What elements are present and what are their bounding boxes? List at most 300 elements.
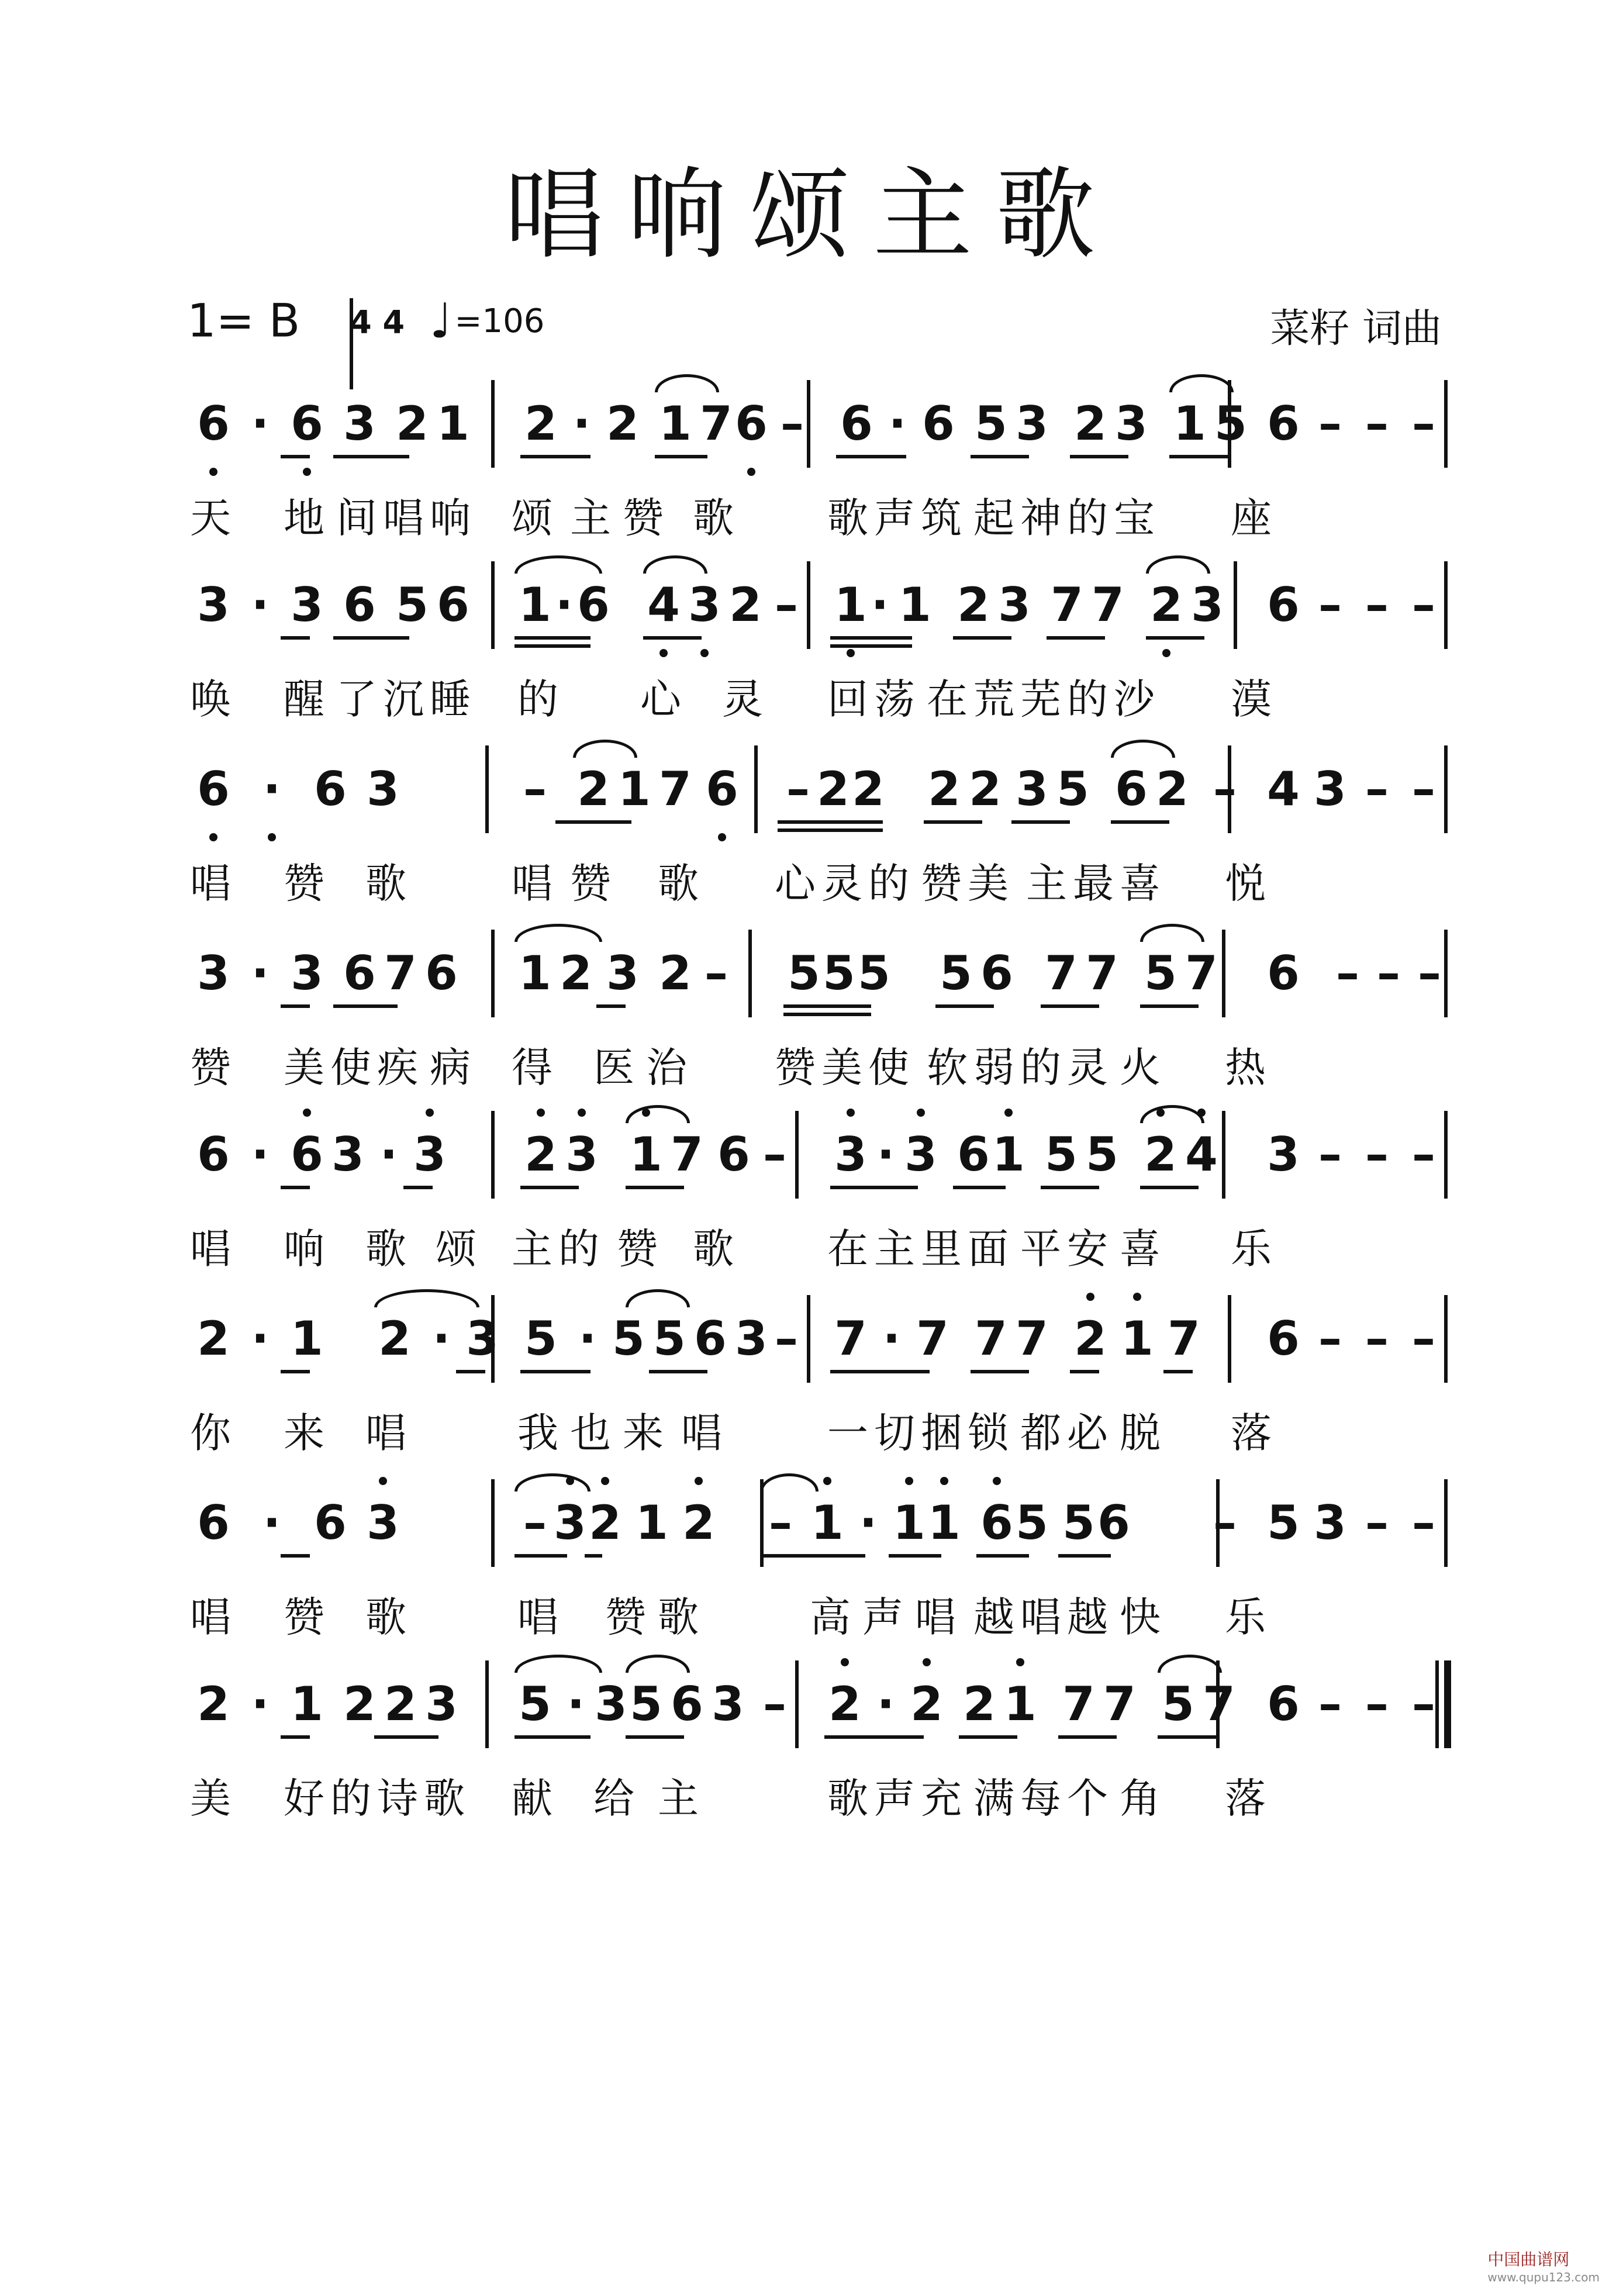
note: 7 — [1045, 946, 1078, 1000]
note: 7 — [1092, 578, 1124, 632]
slur-arc — [626, 1289, 690, 1307]
slur-arc — [514, 924, 602, 942]
lyric-syllable: 醒 — [284, 675, 324, 723]
duration-underline — [281, 1735, 310, 1739]
lyric-syllable: 火 — [1120, 1044, 1161, 1092]
lyric-syllable: 乐 — [1225, 1593, 1266, 1641]
lyric-syllable: 唤 — [190, 675, 231, 723]
dash-sustain: – — [1418, 946, 1441, 1000]
note: 2 — [963, 1677, 996, 1731]
lyric-syllable: 心 — [775, 859, 816, 907]
dash-sustain: – — [523, 762, 547, 816]
note: 6 — [980, 1496, 1013, 1550]
note: 4 — [647, 578, 680, 632]
slur-arc — [1140, 924, 1204, 942]
lyrics-line — [170, 1216, 1514, 1275]
octave-dot-below — [700, 649, 709, 657]
note: 3 — [466, 1311, 499, 1366]
lyric-syllable: 安 — [1067, 1225, 1108, 1273]
lyric-syllable: 来 — [284, 1409, 324, 1457]
lyric-syllable: 主 — [570, 494, 611, 542]
lyric-syllable: 美 — [968, 859, 1009, 907]
lyric-syllable: 你 — [190, 1409, 231, 1457]
duration-underline — [1058, 1735, 1117, 1739]
duration-underline — [456, 1370, 485, 1373]
note: 1 — [618, 762, 651, 816]
note: 2 — [197, 1311, 230, 1366]
note: 2 — [1150, 578, 1183, 632]
augmentation-dot: · — [251, 1127, 270, 1182]
dash-sustain: – — [786, 762, 810, 816]
barline — [795, 1111, 799, 1199]
duration-underline — [935, 1004, 994, 1008]
dash-sustain: – — [1412, 1496, 1435, 1550]
duration-underline — [830, 636, 912, 640]
score-line — [0, 1655, 1623, 1836]
note: 3 — [1016, 396, 1048, 451]
note: 2 — [910, 1677, 943, 1731]
barline — [1444, 1111, 1448, 1199]
watermark-logo-text: 中国曲谱网 — [1487, 2250, 1570, 2269]
note: 3 — [331, 1127, 364, 1182]
barline — [807, 561, 810, 649]
lyrics-line — [170, 1035, 1514, 1093]
lyric-syllable: 赞 — [284, 859, 324, 907]
note: 7 — [1103, 1677, 1136, 1731]
note: 3 — [1115, 396, 1148, 451]
lyric-syllable: 唱 — [915, 1593, 956, 1641]
barline — [1216, 1660, 1220, 1748]
duration-underline — [971, 455, 1029, 458]
lyric-syllable: 芜 — [1020, 675, 1061, 723]
note: 2 — [560, 946, 592, 1000]
barline — [1444, 380, 1448, 468]
duration-underline — [924, 820, 982, 824]
note: 6 — [957, 1127, 990, 1182]
duration-underline — [596, 1004, 626, 1008]
lyric-syllable: 唱 — [190, 1225, 231, 1273]
quarter-note-icon: ♩ — [429, 294, 453, 350]
dash-sustain: – — [1213, 1496, 1237, 1550]
note: 6 — [1267, 946, 1300, 1000]
lyric-syllable: 歌 — [365, 859, 406, 907]
lyric-syllable: 歌 — [365, 1225, 406, 1273]
note: 6 — [197, 1127, 230, 1182]
octave-dot-above — [537, 1109, 545, 1117]
lyric-syllable: 角 — [1120, 1774, 1161, 1822]
octave-dot-above — [1016, 1658, 1024, 1666]
note: 5 — [1045, 1127, 1078, 1182]
octave-dot-above — [841, 1658, 849, 1666]
note: 3 — [904, 1127, 937, 1182]
barline — [1234, 561, 1237, 649]
lyric-syllable: 赞 — [617, 1225, 658, 1273]
note: 2 — [1156, 762, 1189, 816]
lyric-syllable: 悦 — [1225, 859, 1266, 907]
note: 2 — [682, 1496, 715, 1550]
note: 4 — [1267, 762, 1300, 816]
octave-dot-above — [823, 1477, 831, 1485]
lyric-syllable: 弱 — [973, 1044, 1014, 1092]
lyric-syllable: 越 — [1067, 1593, 1108, 1641]
lyric-syllable: 的 — [1067, 494, 1108, 542]
lyric-syllable: 歌 — [693, 1225, 734, 1273]
augmentation-dot: · — [251, 396, 270, 451]
note: 2 — [343, 1677, 376, 1731]
notation-line — [175, 924, 1462, 1017]
note: 6 — [1267, 578, 1300, 632]
lyric-syllable: 筑 — [921, 494, 962, 542]
note: 6 — [671, 1677, 703, 1731]
lyric-syllable: 一 — [827, 1409, 868, 1457]
note: 2 — [828, 1677, 861, 1731]
lyric-syllable: 了 — [336, 675, 377, 723]
lyric-syllable: 使 — [330, 1044, 371, 1092]
note: 3 — [688, 578, 721, 632]
dash-sustain: – — [1365, 1496, 1389, 1550]
lyric-syllable: 高 — [810, 1593, 851, 1641]
duration-underline — [281, 1186, 310, 1189]
note: 6 — [735, 396, 768, 451]
note: 7 — [1168, 1311, 1200, 1366]
note: 2 — [378, 1311, 411, 1366]
duration-underline — [555, 820, 631, 824]
barline — [795, 1660, 799, 1748]
lyric-syllable: 脱 — [1120, 1409, 1161, 1457]
lyric-syllable: 荡 — [874, 675, 915, 723]
note: 7 — [1016, 1311, 1048, 1366]
note: 5 — [858, 946, 890, 1000]
lyric-syllable: 医 — [593, 1044, 634, 1092]
dash-sustain: – — [763, 1677, 786, 1731]
octave-dot-below — [303, 468, 311, 476]
augmentation-dot: · — [379, 1127, 398, 1182]
lyric-syllable: 主 — [512, 1225, 552, 1273]
augmentation-dot: · — [888, 396, 907, 451]
dash-sustain: – — [775, 1311, 798, 1366]
duration-underline — [333, 1004, 398, 1008]
score-line — [0, 1289, 1623, 1470]
lyrics-line — [170, 485, 1514, 544]
duration-underline — [626, 1186, 684, 1189]
duration-underline — [783, 1013, 871, 1016]
octave-dot-above — [695, 1477, 703, 1485]
octave-dot-above — [1133, 1293, 1141, 1301]
lyric-syllable: 面 — [968, 1225, 1009, 1273]
note: 1 — [636, 1496, 668, 1550]
lyric-syllable: 美 — [284, 1044, 324, 1092]
lyric-syllable: 歌 — [658, 859, 699, 907]
lyric-syllable: 给 — [593, 1774, 634, 1822]
lyric-syllable: 响 — [284, 1225, 324, 1273]
note: 5 — [788, 946, 820, 1000]
lyric-syllable: 热 — [1225, 1044, 1266, 1092]
augmentation-dot: · — [251, 946, 270, 1000]
lyric-syllable: 喜 — [1120, 859, 1161, 907]
dash-sustain: – — [1412, 762, 1435, 816]
note: 2 — [577, 762, 610, 816]
dash-sustain: – — [705, 946, 728, 1000]
note: 3 — [1314, 762, 1346, 816]
note: 2 — [1074, 1311, 1107, 1366]
lyric-syllable: 里 — [921, 1225, 962, 1273]
duration-underline — [514, 636, 591, 640]
lyric-syllable: 唱 — [190, 1593, 231, 1641]
note: 1 — [437, 396, 469, 451]
note: 3 — [606, 946, 639, 1000]
note: 6 — [197, 1496, 230, 1550]
octave-dot-above — [1086, 1293, 1094, 1301]
lyric-syllable: 喜 — [1120, 1225, 1161, 1273]
dash-sustain: – — [1412, 578, 1435, 632]
note: 1 — [519, 578, 551, 632]
lyric-syllable: 睡 — [430, 675, 471, 723]
augmentation-dot: · — [882, 1311, 901, 1366]
duration-underline — [1146, 636, 1204, 640]
note: 3 — [197, 578, 230, 632]
lyric-syllable: 心 — [640, 675, 681, 723]
note: 5 — [1267, 1496, 1300, 1550]
lyric-syllable: 歌 — [424, 1774, 465, 1822]
barline — [1228, 380, 1231, 468]
barline — [491, 380, 495, 468]
dash-sustain: – — [1365, 1677, 1389, 1731]
note: 7 — [1086, 946, 1118, 1000]
duration-underline — [655, 455, 707, 458]
slur-arc — [626, 1655, 690, 1673]
note: 5 — [630, 1677, 662, 1731]
note: 5 — [1144, 946, 1177, 1000]
duration-underline — [514, 644, 591, 648]
note: 7 — [1203, 1677, 1235, 1731]
duration-underline — [1047, 636, 1105, 640]
barline — [1444, 561, 1448, 649]
duration-underline — [976, 1554, 1029, 1558]
duration-underline — [778, 820, 883, 824]
score-line — [0, 1473, 1623, 1655]
dash-sustain: – — [1365, 396, 1389, 451]
lyric-syllable: 唱 — [1020, 1593, 1061, 1641]
lyric-syllable: 唱 — [512, 859, 552, 907]
lyric-syllable: 主 — [874, 1225, 915, 1273]
lyrics-line — [170, 667, 1514, 725]
note: 3 — [413, 1127, 446, 1182]
duration-underline — [585, 1554, 602, 1558]
duration-underline — [281, 1004, 310, 1008]
note: 1 — [291, 1311, 323, 1366]
barline — [491, 561, 495, 649]
lyric-syllable: 声 — [862, 1593, 903, 1641]
duration-underline — [778, 828, 883, 832]
lyric-syllable: 的 — [1020, 1044, 1061, 1092]
dash-sustain: – — [1318, 1311, 1342, 1366]
note: 4 — [1185, 1127, 1218, 1182]
augmentation-dot: · — [432, 1311, 451, 1366]
time-signature — [350, 303, 405, 339]
note: 3 — [1314, 1496, 1346, 1550]
lyric-syllable: 病 — [430, 1044, 471, 1092]
lyric-syllable: 地 — [284, 494, 324, 542]
duration-underline — [1058, 1554, 1111, 1558]
duration-underline — [281, 1554, 310, 1558]
dash-sustain: – — [1412, 1127, 1435, 1182]
note: 6 — [343, 946, 376, 1000]
slur-arc — [1146, 555, 1210, 574]
octave-dot-above — [601, 1477, 609, 1485]
barline — [1216, 1479, 1220, 1567]
note: 1 — [630, 1127, 662, 1182]
lyric-syllable: 捆 — [921, 1409, 962, 1457]
note: 1 — [834, 578, 867, 632]
duration-underline — [953, 1186, 1006, 1189]
score-line — [0, 374, 1623, 555]
duration-underline — [830, 1370, 930, 1373]
duration-underline — [830, 644, 912, 648]
lyric-syllable: 座 — [1231, 494, 1272, 542]
dash-sustain: – — [1365, 1127, 1389, 1182]
note: 1 — [659, 396, 692, 451]
watermark-site: www.qupu123.com — [1487, 2270, 1600, 2284]
slur-arc — [514, 555, 602, 574]
barline — [807, 380, 810, 468]
note: 7 — [1062, 1677, 1095, 1731]
lyric-syllable: 每 — [1020, 1774, 1061, 1822]
lyric-syllable: 都 — [1020, 1409, 1061, 1457]
barline — [1444, 1295, 1448, 1383]
barline — [1222, 1111, 1225, 1199]
dash-sustain: – — [775, 578, 798, 632]
note: 3 — [1267, 1127, 1300, 1182]
octave-dot-above — [847, 1109, 855, 1117]
duration-underline — [281, 455, 310, 458]
note: 2 — [197, 1677, 230, 1731]
barline — [1444, 930, 1448, 1017]
duration-underline — [520, 1370, 591, 1373]
key-signature: 1= B — [187, 295, 301, 348]
duration-underline — [1070, 1370, 1099, 1373]
key-tempo-line — [187, 292, 544, 349]
lyric-syllable: 在 — [827, 1225, 868, 1273]
note: 3 — [367, 762, 399, 816]
final-barline — [1444, 1660, 1451, 1748]
note: 5 — [519, 1677, 551, 1731]
lyric-syllable: 切 — [874, 1409, 915, 1457]
dash-sustain: – — [1318, 396, 1342, 451]
lyric-syllable: 美 — [821, 1044, 862, 1092]
duration-underline — [1041, 1004, 1099, 1008]
octave-dot-above — [905, 1477, 913, 1485]
lyric-syllable: 落 — [1231, 1409, 1272, 1457]
lyric-syllable: 赞 — [775, 1044, 816, 1092]
barline — [748, 930, 752, 1017]
octave-dot-above — [426, 1109, 434, 1117]
score-line — [0, 1105, 1623, 1286]
duration-underline — [1111, 820, 1169, 824]
augmentation-dot: · — [567, 1677, 585, 1731]
lyric-syllable: 主 — [658, 1774, 699, 1822]
note: 2 — [852, 762, 885, 816]
duration-underline — [1140, 1004, 1199, 1008]
note: 6 — [717, 1127, 750, 1182]
octave-dot-below — [1162, 649, 1170, 657]
duration-underline — [281, 636, 310, 640]
lyric-syllable: 必 — [1067, 1409, 1108, 1457]
note: 3 — [367, 1496, 399, 1550]
note: 6 — [922, 396, 955, 451]
lyric-syllable: 宝 — [1114, 494, 1155, 542]
duration-underline — [824, 1735, 924, 1739]
note: 6 — [197, 762, 230, 816]
note: 2 — [928, 762, 961, 816]
lyric-syllable: 主 — [1026, 859, 1067, 907]
note: 5 — [653, 1311, 686, 1366]
lyric-syllable: 荒 — [973, 675, 1014, 723]
lyric-syllable: 个 — [1067, 1774, 1108, 1822]
dash-sustain: – — [1213, 762, 1237, 816]
note: 1 — [1121, 1311, 1154, 1366]
note: 7 — [975, 1311, 1007, 1366]
lyric-syllable: 平 — [1020, 1225, 1061, 1273]
duration-underline — [1011, 820, 1070, 824]
augmentation-dot: · — [876, 1127, 895, 1182]
augmentation-dot: · — [572, 396, 591, 451]
lyric-syllable: 起 — [973, 494, 1014, 542]
duration-underline — [514, 1554, 567, 1558]
octave-dot-above — [578, 1109, 586, 1117]
octave-dot-above — [993, 1477, 1001, 1485]
augmentation-dot: · — [876, 1677, 895, 1731]
note: 6 — [291, 396, 323, 451]
lyric-syllable: 诗 — [377, 1774, 418, 1822]
notation-line — [175, 1473, 1462, 1567]
lyric-syllable: 赞 — [623, 494, 664, 542]
note: 6 — [1267, 396, 1300, 451]
octave-dot-below — [747, 468, 755, 476]
note: 5 — [823, 946, 855, 1000]
lyric-syllable: 使 — [868, 1044, 909, 1092]
barline — [807, 1295, 810, 1383]
duration-underline — [1140, 1186, 1199, 1189]
author-credit: 菜籽 词曲 — [1270, 306, 1442, 352]
note: 6 — [197, 396, 230, 451]
note: 6 — [314, 762, 347, 816]
octave-dot-above — [379, 1477, 387, 1485]
lyric-syllable: 来 — [623, 1409, 664, 1457]
note: 7 — [384, 946, 417, 1000]
lyric-syllable: 漠 — [1231, 675, 1272, 723]
lyric-syllable: 最 — [1073, 859, 1114, 907]
augmentation-dot: · — [251, 1677, 270, 1731]
final-barline — [1435, 1660, 1439, 1748]
lyric-syllable: 美 — [190, 1774, 231, 1822]
slur-arc — [760, 1473, 819, 1491]
barline — [491, 1479, 495, 1567]
lyrics-line — [170, 1584, 1514, 1643]
notation-line — [175, 740, 1462, 833]
octave-dot-below — [659, 649, 668, 657]
duration-underline — [1163, 1370, 1193, 1373]
dash-sustain: – — [1318, 1127, 1342, 1182]
note: 5 — [1062, 1496, 1095, 1550]
notation-line — [175, 1105, 1462, 1199]
slur-arc — [1169, 374, 1234, 392]
slur-arc — [1111, 740, 1175, 758]
duration-underline — [514, 1735, 591, 1739]
augmentation-dot: · — [871, 578, 889, 632]
time-signature-bottom: 4 — [382, 303, 405, 341]
dash-sustain: – — [763, 1127, 786, 1182]
octave-dot-above — [923, 1658, 931, 1666]
